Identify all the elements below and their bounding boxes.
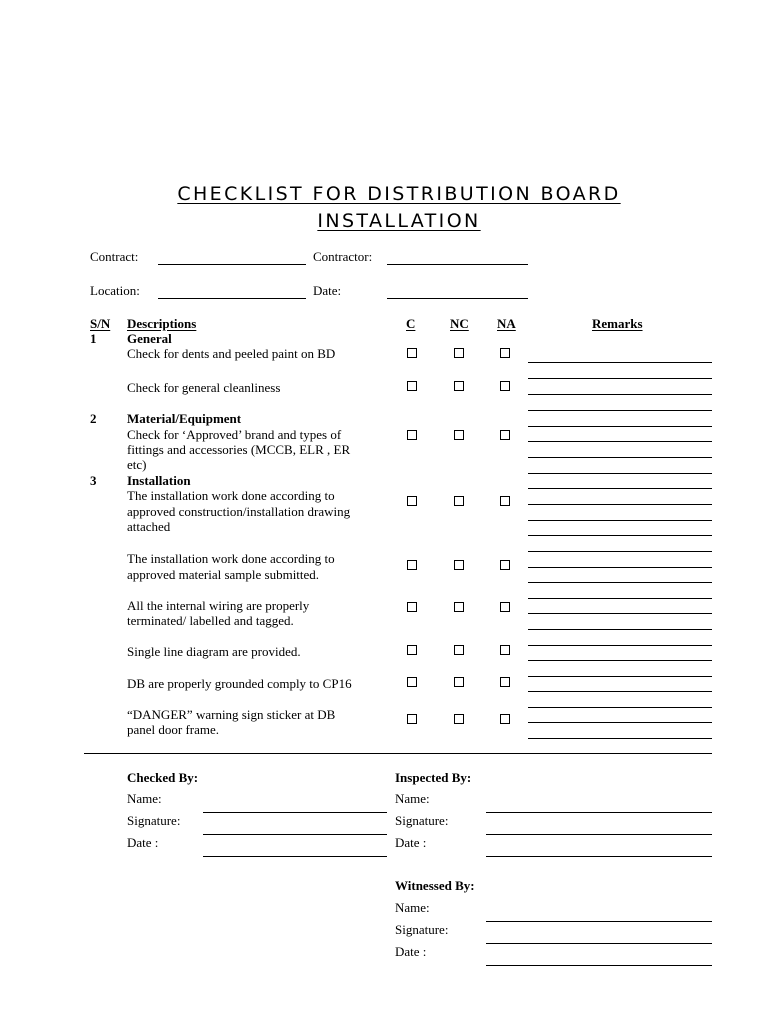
checkbox-na[interactable] xyxy=(500,496,510,506)
checkbox-na[interactable] xyxy=(500,714,510,724)
inspected-by-signature-label: Signature: xyxy=(395,813,449,828)
checkbox-na[interactable] xyxy=(500,430,510,440)
checkbox-nc[interactable] xyxy=(454,645,464,655)
inspected-by-date-field[interactable] xyxy=(486,856,712,857)
remarks-line[interactable] xyxy=(528,738,712,739)
checklist-item-line: attached xyxy=(127,519,171,534)
checklist-item: DB are properly grounded comply to CP16 xyxy=(127,676,352,691)
inspected-by-name-label: Name: xyxy=(395,791,430,806)
remarks-line[interactable] xyxy=(528,691,712,692)
section-heading-material-equipment: Material/Equipment xyxy=(127,411,242,426)
remarks-line[interactable] xyxy=(528,722,712,723)
remarks-line[interactable] xyxy=(528,707,712,708)
remarks-line[interactable] xyxy=(528,598,712,599)
checklist-item-line: approved construction/installation drawing xyxy=(127,504,351,519)
checkbox-nc[interactable] xyxy=(454,381,464,391)
checklist-item-line: panel door frame. xyxy=(127,722,220,737)
column-header-descriptions: Descriptions xyxy=(127,316,197,331)
remarks-line[interactable] xyxy=(528,582,712,583)
inspected-by-name-field[interactable] xyxy=(486,812,712,813)
checkbox-c[interactable] xyxy=(407,714,417,724)
checklist-item-line: “DANGER” warning sign sticker at DB xyxy=(127,707,336,722)
checklist-item-line: fittings and accessories (MCCB, ELR , ER xyxy=(127,442,351,457)
remarks-line[interactable] xyxy=(528,378,712,379)
checkbox-nc[interactable] xyxy=(454,677,464,687)
checkbox-nc[interactable] xyxy=(454,496,464,506)
checkbox-c[interactable] xyxy=(407,430,417,440)
contract-field[interactable] xyxy=(158,264,306,265)
column-header-nc: NC xyxy=(450,316,469,331)
checkbox-na[interactable] xyxy=(500,381,510,391)
checklist-item-line: The installation work done according to xyxy=(127,551,335,566)
section-heading-installation: Installation xyxy=(127,473,191,488)
checkbox-c[interactable] xyxy=(407,560,417,570)
checkbox-nc[interactable] xyxy=(454,602,464,612)
checkbox-na[interactable] xyxy=(500,602,510,612)
document-title-line2: INSTALLATION xyxy=(317,210,481,232)
checkbox-c[interactable] xyxy=(407,602,417,612)
column-header-c: C xyxy=(406,316,416,331)
column-header-na: NA xyxy=(497,316,516,331)
checkbox-na[interactable] xyxy=(500,560,510,570)
remarks-line[interactable] xyxy=(528,676,712,677)
remarks-line[interactable] xyxy=(528,441,712,442)
checkbox-c[interactable] xyxy=(407,381,417,391)
column-header-remarks: Remarks xyxy=(592,316,643,331)
checklist-item-line: Check for ‘Approved’ brand and types of xyxy=(127,427,342,442)
witnessed-by-signature-field[interactable] xyxy=(486,943,712,944)
date-field[interactable] xyxy=(387,298,528,299)
contractor-field[interactable] xyxy=(387,264,528,265)
checklist-item: Check for dents and peeled paint on BD xyxy=(127,346,336,361)
remarks-line[interactable] xyxy=(528,535,712,536)
remarks-line[interactable] xyxy=(528,394,712,395)
checkbox-na[interactable] xyxy=(500,645,510,655)
checked-by-date-label: Date : xyxy=(127,835,159,850)
location-field[interactable] xyxy=(158,298,306,299)
witnessed-by-heading: Witnessed By: xyxy=(395,878,475,893)
checkbox-c[interactable] xyxy=(407,496,417,506)
checkbox-na[interactable] xyxy=(500,348,510,358)
checklist-item-line: The installation work done according to xyxy=(127,488,335,503)
witnessed-by-signature-label: Signature: xyxy=(395,922,449,937)
checklist-item-line: approved material sample submitted. xyxy=(127,567,320,582)
remarks-line[interactable] xyxy=(528,567,712,568)
checked-by-heading: Checked By: xyxy=(127,770,199,785)
checkbox-c[interactable] xyxy=(407,348,417,358)
section-number: 3 xyxy=(90,473,97,488)
witnessed-by-name-label: Name: xyxy=(395,900,430,915)
column-header-sn: S/N xyxy=(90,316,111,331)
section-number: 2 xyxy=(90,411,97,426)
remarks-line[interactable] xyxy=(528,504,712,505)
contractor-label: Contractor: xyxy=(313,249,373,264)
checked-by-signature-label: Signature: xyxy=(127,813,181,828)
inspected-by-signature-field[interactable] xyxy=(486,834,712,835)
checked-by-date-field[interactable] xyxy=(203,856,387,857)
checkbox-na[interactable] xyxy=(500,677,510,687)
checklist-item: Single line diagram are provided. xyxy=(127,644,301,659)
remarks-line[interactable] xyxy=(528,645,712,646)
remarks-line[interactable] xyxy=(528,613,712,614)
contract-label: Contract: xyxy=(90,249,139,264)
remarks-line[interactable] xyxy=(528,520,712,521)
checked-by-signature-field[interactable] xyxy=(203,834,387,835)
checklist-item-line: All the internal wiring are properly xyxy=(127,598,310,613)
remarks-line[interactable] xyxy=(528,410,712,411)
checkbox-c[interactable] xyxy=(407,645,417,655)
section-divider xyxy=(84,753,712,754)
remarks-line[interactable] xyxy=(528,426,712,427)
remarks-line[interactable] xyxy=(528,362,712,363)
checklist-item-line: terminated/ labelled and tagged. xyxy=(127,613,294,628)
checkbox-nc[interactable] xyxy=(454,560,464,570)
inspected-by-heading: Inspected By: xyxy=(395,770,472,785)
location-label: Location: xyxy=(90,283,140,298)
checkbox-nc[interactable] xyxy=(454,714,464,724)
remarks-line[interactable] xyxy=(528,629,712,630)
checked-by-name-field[interactable] xyxy=(203,812,387,813)
remarks-line[interactable] xyxy=(528,551,712,552)
document-title-line1: CHECKLIST FOR DISTRIBUTION BOARD xyxy=(177,183,621,205)
remarks-line[interactable] xyxy=(528,473,712,474)
checked-by-name-label: Name: xyxy=(127,791,162,806)
section-number: 1 xyxy=(90,331,97,346)
remarks-line[interactable] xyxy=(528,488,712,489)
date-label: Date: xyxy=(313,283,342,298)
witnessed-by-date-field[interactable] xyxy=(486,965,712,966)
witnessed-by-date-label: Date : xyxy=(395,944,427,959)
checkbox-nc[interactable] xyxy=(454,430,464,440)
remarks-line[interactable] xyxy=(528,457,712,458)
checklist-item: Check for general cleanliness xyxy=(127,380,281,395)
checkbox-nc[interactable] xyxy=(454,348,464,358)
inspected-by-date-label: Date : xyxy=(395,835,427,850)
witnessed-by-name-field[interactable] xyxy=(486,921,712,922)
checkbox-c[interactable] xyxy=(407,677,417,687)
section-heading-general: General xyxy=(127,331,172,346)
checklist-item-line: etc) xyxy=(127,457,147,472)
remarks-line[interactable] xyxy=(528,660,712,661)
